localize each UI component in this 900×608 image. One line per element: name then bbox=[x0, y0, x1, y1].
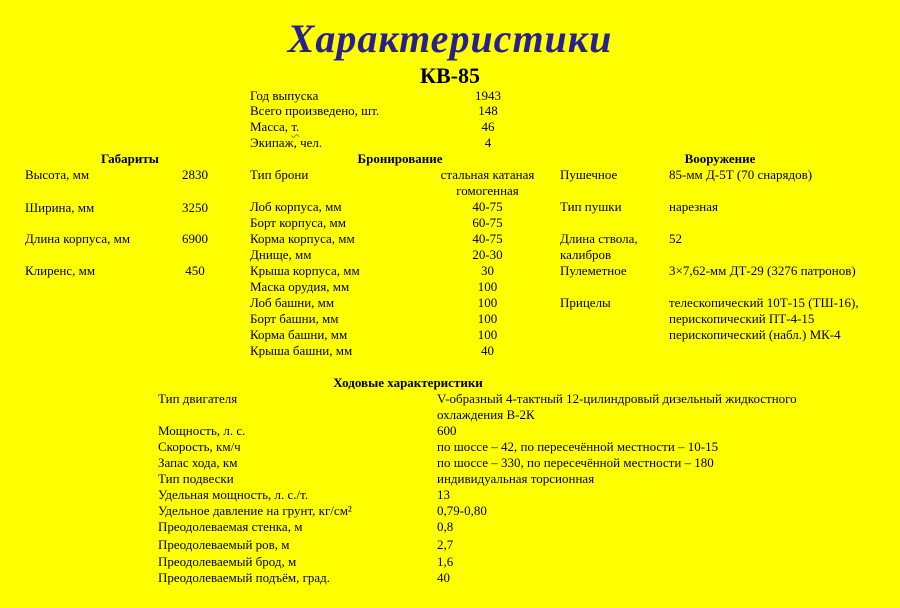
mob-value-suspension: индивидуальная торсионная bbox=[437, 471, 595, 486]
dim-label-width: Ширина, мм bbox=[25, 200, 95, 215]
general-label-produced: Всего произведено, шт. bbox=[250, 103, 380, 118]
mob-value-wall: 0,8 bbox=[437, 519, 454, 534]
arm-value-sights: телескопический 10Т-15 (ТШ-16), перископический ПТ-4-15 перископический (набл.) МК-4 bbox=[669, 295, 859, 342]
armament-header: Вооружение bbox=[684, 151, 756, 166]
armor-label-hull-front: Лоб корпуса, мм bbox=[250, 199, 342, 214]
mass-label-main: Масса, bbox=[250, 119, 292, 134]
armor-type-label: Тип брони bbox=[250, 167, 309, 182]
general-value-produced: 148 bbox=[478, 103, 498, 118]
armor-label-hull-side: Борт корпуса, мм bbox=[250, 215, 346, 230]
general-label-year: Год выпуска bbox=[250, 88, 319, 103]
arm-value-gun-type: нарезная bbox=[669, 199, 718, 214]
general-value-year: 1943 bbox=[475, 88, 501, 103]
arm-label-cannon: Пушечное bbox=[560, 167, 618, 182]
mass-label-unit: т. bbox=[291, 119, 300, 134]
general-value-mass: 46 bbox=[481, 119, 495, 134]
arm-label-barrel: Длина ствола, калибров bbox=[560, 231, 638, 262]
dim-label-clearance: Клиренс, мм bbox=[25, 263, 96, 278]
armor-label-bottom: Днище, мм bbox=[250, 247, 312, 262]
mob-label-speed: Скорость, км/ч bbox=[158, 439, 241, 454]
general-label-mass bbox=[250, 119, 299, 135]
mob-value-power: 600 bbox=[437, 423, 457, 438]
armor-value-turret-side: 100 bbox=[477, 311, 498, 326]
mob-value-ground-pressure: 0,79-0,80 bbox=[437, 503, 487, 518]
mob-label-ford: Преодолеваемый брод, м bbox=[158, 554, 297, 569]
mob-label-wall: Преодолеваемая стенка, м bbox=[158, 519, 303, 534]
mob-value-ford: 1,6 bbox=[437, 554, 454, 569]
mob-value-speed: по шоссе – 42, по пересечённой местности – 10-15 bbox=[437, 439, 719, 454]
arm-value-barrel: 52 bbox=[669, 231, 682, 246]
arm-value-mg: 3×7,62-мм ДТ-29 (3276 патронов) bbox=[669, 263, 856, 278]
mob-label-power: Мощность, л. с. bbox=[158, 423, 246, 438]
armor-value-hull-side: 60-75 bbox=[472, 215, 503, 230]
armor-label-turret-front: Лоб башни, мм bbox=[250, 295, 335, 310]
armor-header: Бронирование bbox=[357, 151, 443, 166]
armor-value-mantlet: 100 bbox=[477, 279, 498, 294]
vehicle-name: КВ-85 bbox=[420, 63, 480, 88]
armor-value-hull-roof: 30 bbox=[481, 263, 494, 278]
mob-label-specific-power: Удельная мощность, л. с./т. bbox=[158, 487, 309, 502]
armor-value-hull-rear: 40-75 bbox=[472, 231, 503, 246]
mob-label-slope: Преодолеваемый подъём, град. bbox=[158, 570, 331, 585]
dim-value-clearance: 450 bbox=[185, 263, 205, 278]
armor-label-mantlet: Маска орудия, мм bbox=[250, 279, 350, 294]
armor-label-hull-roof: Крыша корпуса, мм bbox=[250, 263, 360, 278]
dim-value-length: 6900 bbox=[182, 231, 208, 246]
armor-label-turret-side: Борт башни, мм bbox=[250, 311, 339, 326]
mob-value-slope: 40 bbox=[437, 570, 450, 585]
general-value-crew: 4 bbox=[484, 135, 492, 150]
arm-label-gun-type: Тип пушки bbox=[560, 199, 622, 214]
mob-label-range: Запас хода, км bbox=[158, 455, 238, 470]
mob-label-suspension: Тип подвески bbox=[158, 471, 234, 486]
dim-value-width: 3250 bbox=[182, 200, 208, 215]
general-label-crew: Экипаж, чел. bbox=[250, 135, 323, 150]
dim-value-height: 2830 bbox=[182, 167, 208, 182]
mob-value-range: по шоссе – 330, по пересечённой местности – 180 bbox=[437, 455, 714, 470]
dim-label-length: Длина корпуса, мм bbox=[25, 231, 131, 246]
arm-value-cannon: 85-мм Д-5Т (70 снарядов) bbox=[669, 167, 813, 182]
armor-value-turret-front: 100 bbox=[477, 295, 498, 310]
armor-label-turret-roof: Крыша башни, мм bbox=[250, 343, 353, 358]
armor-type-value: стальная катаная гомогенная bbox=[440, 167, 535, 198]
mob-label-ground-pressure: Удельное давление на грунт, кг/см² bbox=[158, 503, 352, 518]
armor-value-hull-front: 40-75 bbox=[472, 199, 503, 214]
mob-label-trench: Преодолеваемый ров, м bbox=[158, 537, 290, 552]
mob-value-engine: V-образный 4-тактный 12-цилиндровый дизельный жидкостного охлаждения В-2К bbox=[437, 391, 797, 422]
armor-value-turret-roof: 40 bbox=[481, 343, 494, 358]
mobility-header: Ходовые характеристики bbox=[333, 375, 483, 390]
armor-value-bottom: 20-30 bbox=[472, 247, 503, 262]
dimensions-header: Габариты bbox=[101, 151, 159, 166]
page-title: Характеристики bbox=[287, 16, 613, 61]
dim-label-height: Высота, мм bbox=[25, 167, 90, 182]
armor-label-hull-rear: Корма корпуса, мм bbox=[250, 231, 355, 246]
armor-value-turret-rear: 100 bbox=[477, 327, 498, 342]
mob-value-specific-power: 13 bbox=[437, 487, 450, 502]
arm-label-mg: Пулеметное bbox=[560, 263, 627, 278]
mob-label-engine: Тип двигателя bbox=[158, 391, 238, 406]
armor-label-turret-rear: Корма башни, мм bbox=[250, 327, 348, 342]
arm-label-sights: Прицелы bbox=[560, 295, 611, 310]
mob-value-trench: 2,7 bbox=[437, 537, 454, 552]
